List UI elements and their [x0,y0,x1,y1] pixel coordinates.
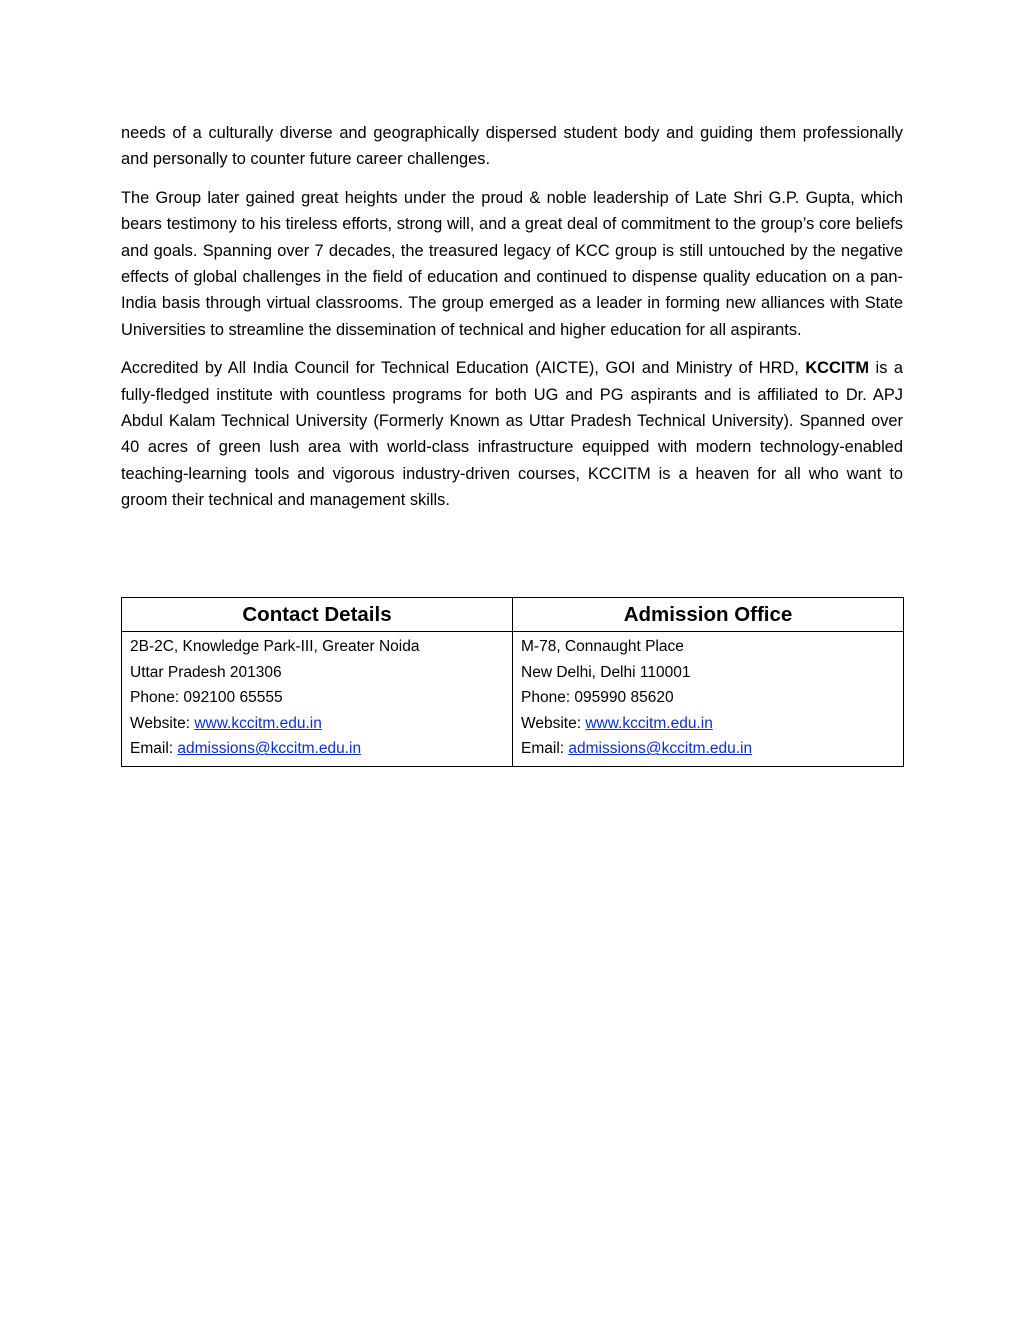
admission-email-line [521,736,895,762]
contact-website-link[interactable]: www.kccitm.edu.in [194,714,322,732]
contact-phone: Phone: 092100 65555 [130,689,283,707]
admission-office-heading: Admission Office [513,598,904,632]
admission-email-link[interactable]: admissions@kccitm.edu.in [568,740,753,758]
paragraph-group-history: The Group later gained great heights under the proud & noble leadership of Late Shri G.P. Gupta, which bears testimony to his tireless efforts, strong will, and a great deal of commitment to the group’s core beliefs and goals. Spanning over 7 decades, the treasured legacy of KCC group is still untouched by the negative effects of global challenges in the field of education and continued to dispense quality education on a pan-India basis through virtual classrooms. The group emerged as a leader in forming new alliances with State Universities to streamline the dissemination of technical and higher education for all aspirants. [121,188,903,339]
contact-address-line-1: 2B-2C, Knowledge Park-III, Greater Noida [130,638,420,655]
document-body [121,120,903,526]
paragraph-accreditation [121,355,903,513]
contact-table-header-row [122,598,904,632]
paragraph-student-body: needs of a culturally diverse and geographically dispersed student body and guiding them professionally and personally to counter future career challenges. [121,124,903,169]
contact-website-label: Website: [130,714,195,732]
admission-office-cell [513,632,904,767]
contact-email-line [130,736,504,762]
accreditation-text-start: Accredited by All India Council for Technical Education (AICTE), GOI and Ministry of HRD, [121,359,806,378]
contact-details-cell [122,632,513,767]
contact-table-body-row [122,632,904,767]
accreditation-text-end: is a fully-fledged institute with countless programs for both UG and PG aspirants and is affiliated to Dr. APJ Abdul Kalam Technical University (Formerly Known as Uttar Pradesh Technical University). Spanned over 40 acres of green lush area with world-class infrastructure equipped with modern technology-enabled teaching-learning tools and vigorous industry-driven courses, KCCITM is a heaven for all who want to groom their technical and management skills. [121,359,903,510]
admission-website-label: Website: [521,714,586,732]
admission-website-link[interactable]: www.kccitm.edu.in [585,714,713,732]
admission-phone: Phone: 095990 85620 [521,689,674,707]
contact-details-heading: Contact Details [122,598,513,632]
admission-address-line-2: New Delhi, Delhi 110001 [521,663,691,681]
contact-email-link[interactable]: admissions@kccitm.edu.in [177,740,362,758]
contact-address-line-2: Uttar Pradesh 201306 [130,663,282,681]
contact-email-label: Email: [130,740,178,758]
contact-table [121,597,904,767]
admission-address-line-1: M-78, Connaught Place [521,638,684,655]
kccitm-bold-name: KCCITM [805,359,870,378]
admission-email-label: Email: [521,740,569,758]
contact-website-line [130,711,504,737]
admission-website-line [521,711,895,737]
